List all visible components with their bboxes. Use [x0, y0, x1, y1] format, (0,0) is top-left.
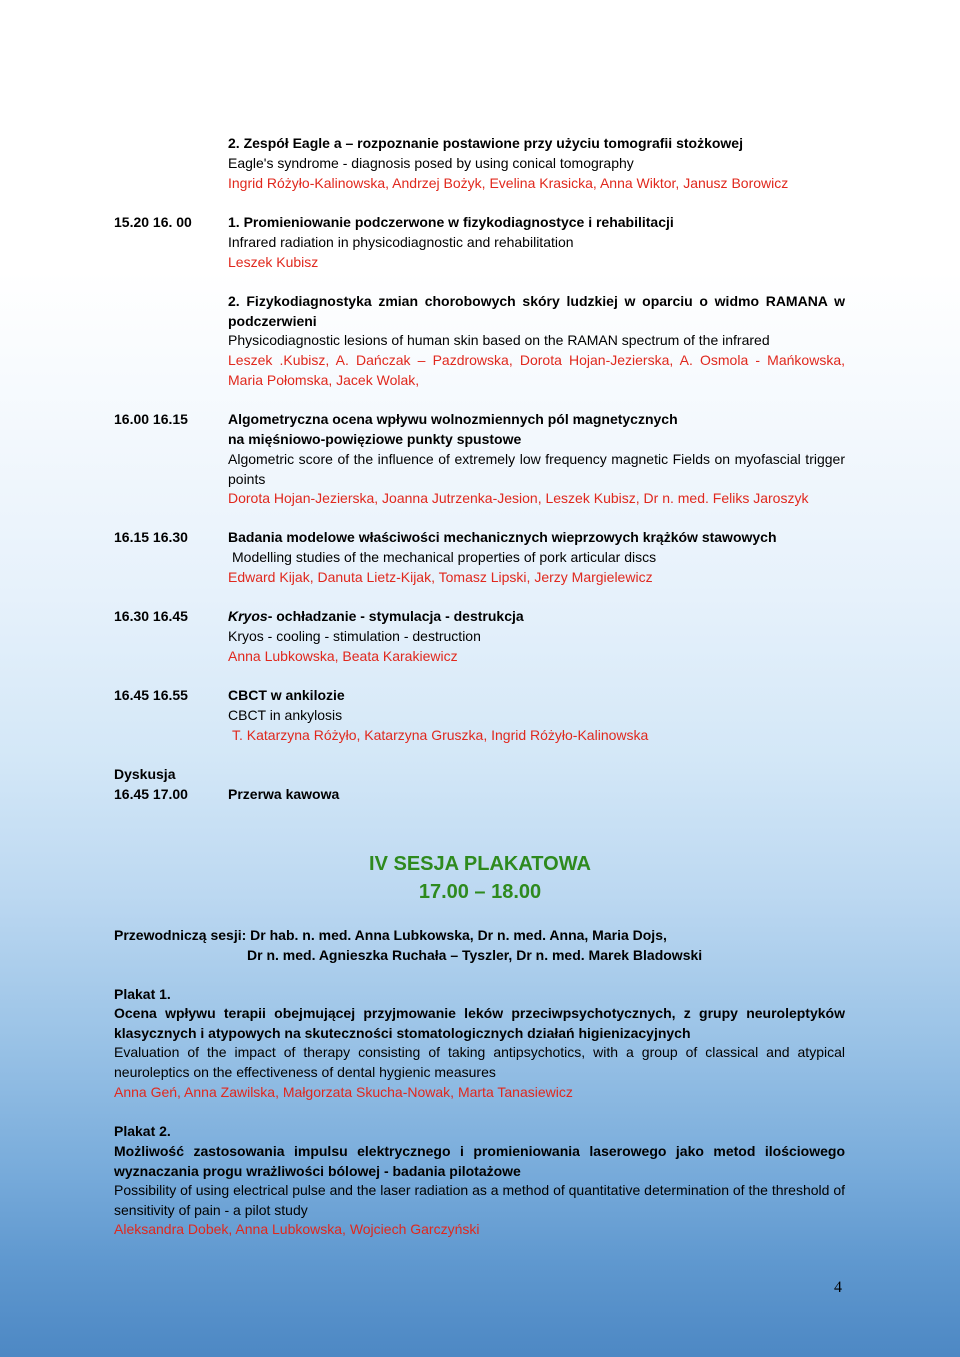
- talk-title: Algometryczna ocena wpływu wolnozmiennych pól magnetycznych: [228, 411, 678, 427]
- talk-title-en: Infrared radiation in physicodiagnostic and rehabilitation: [228, 234, 574, 250]
- talk-title: 1. Promieniowanie podczerwone w fizykodiagnostyce i rehabilitacji: [228, 214, 674, 230]
- talk-authors: T. Katarzyna Różyło, Katarzyna Gruszka, Ingrid Różyło-Kalinowska: [232, 727, 649, 743]
- talk-title-en: CBCT in ankylosis: [228, 707, 343, 723]
- page-number: 4: [834, 1279, 842, 1296]
- poster-title-en: Possibility of using electrical pulse and the laser radiation as a method of quantitative determination of the threshold of sensitivity of pain - a pilot study: [114, 1182, 845, 1218]
- time-slot: 16.45 17.00: [114, 786, 188, 802]
- talk-title-en: Physicodiagnostic lesions of human skin based on the RAMAN spectrum of the infrared: [228, 332, 770, 348]
- chairs-line1: [114, 926, 667, 945]
- talk-title-italic: Kryos: [228, 608, 268, 624]
- poster-authors: Aleksandra Dobek, Anna Lubkowska, Wojciech Garczyński: [114, 1221, 480, 1237]
- session-time: 17.00 – 18.00: [418, 881, 542, 903]
- talk-authors: Leszek .Kubisz, A. Dańczak – Pazdrowska, Dorota Hojan-Jezierska, A. Osmola - Mańkowska, Maria Połomska, Jacek Wolak,: [228, 352, 845, 388]
- poster-label: Plakat 1.: [114, 986, 171, 1002]
- poster-authors: Anna Geń, Anna Zawilska, Małgorzata Skucha-Nowak, Marta Tanasiewicz: [114, 1084, 573, 1100]
- time-slot: 16.15 16.30: [114, 529, 188, 545]
- talk-title-en: Kryos - cooling - stimulation - destruction: [228, 628, 481, 644]
- talk-authors: Ingrid Różyło-Kalinowska, Andrzej Bożyk, Evelina Krasicka, Anna Wiktor, Janusz Borowicz: [228, 175, 789, 191]
- talk-authors: Anna Lubkowska, Beata Karakiewicz: [228, 648, 458, 664]
- talk-title-rest: - ochładzanie - stymulacja - destrukcja: [267, 608, 524, 624]
- talk-title-en: Eagle's syndrome - diagnosis posed by using conical tomography: [228, 155, 634, 171]
- session-title: IV SESJA PLAKATOWA: [369, 853, 591, 875]
- chairs-line2: Dr n. med. Agnieszka Ruchała – Tyszler, Dr n. med. Marek Bladowski: [247, 947, 703, 963]
- talk-authors: Dorota Hojan-Jezierska, Joanna Jutrzenka-Jesion, Leszek Kubisz, Dr n. med. Feliks Jaroszyk: [228, 490, 809, 506]
- time-slot: 15.20 16. 00: [114, 214, 192, 230]
- talk-authors: Leszek Kubisz: [228, 254, 319, 270]
- talk-title: [228, 607, 524, 626]
- poster-title: Możliwość zastosowania impulsu elektrycznego i promieniowania laserowego jako metod ilościowego wyznaczania progu wrażliwości bólowej - badania pilotażowe: [114, 1143, 845, 1179]
- talk-authors: Edward Kijak, Danuta Lietz-Kijak, Tomasz Lipski, Jerzy Margielewicz: [228, 569, 653, 585]
- talk-title: 2. Fizykodiagnostyka zmian chorobowych skóry ludzkiej w oparciu o widmo RAMANA w podczerwieni: [228, 293, 845, 329]
- talk-title-line2: na mięśniowo-powięziowe punkty spustowe: [228, 431, 522, 447]
- talk-title: CBCT w ankilozie: [228, 687, 345, 703]
- poster-title-en: Evaluation of the impact of therapy consisting of taking antipsychotics, with a group of classical and atypical neuroleptics on the effectiveness of dental hygienic measures: [114, 1044, 845, 1080]
- poster-title: Ocena wpływu terapii obejmującej przyjmowanie leków przeciwpsychotycznych, z grupy neuroleptyków klasycznych i atypowych na skuteczności stomatologicznych działań higienizacyjnych: [114, 1005, 845, 1041]
- poster-label: Plakat 2.: [114, 1123, 171, 1139]
- time-slot: 16.30 16.45: [114, 608, 188, 624]
- chairs-names: Dr hab. n. med. Anna Lubkowska, Dr n. med. Anna, Maria Dojs,: [250, 927, 667, 943]
- talk-title: Badania modelowe właściwości mechanicznych wieprzowych krążków stawowych: [228, 529, 777, 545]
- time-label: Dyskusja: [114, 766, 176, 782]
- break-title: Przerwa kawowa: [228, 786, 340, 802]
- talk-title: 2. Zespół Eagle a – rozpoznanie postawione przy użyciu tomografii stożkowej: [228, 135, 743, 151]
- talk-title-en: Algometric score of the influence of extremely low frequency magnetic Fields on myofascial trigger points: [228, 451, 845, 487]
- time-slot: 16.00 16.15: [114, 411, 188, 427]
- time-slot: 16.45 16.55: [114, 687, 188, 703]
- chairs-label: Przewodniczą sesji:: [114, 927, 247, 943]
- talk-title-en: Modelling studies of the mechanical properties of pork articular discs: [232, 549, 657, 565]
